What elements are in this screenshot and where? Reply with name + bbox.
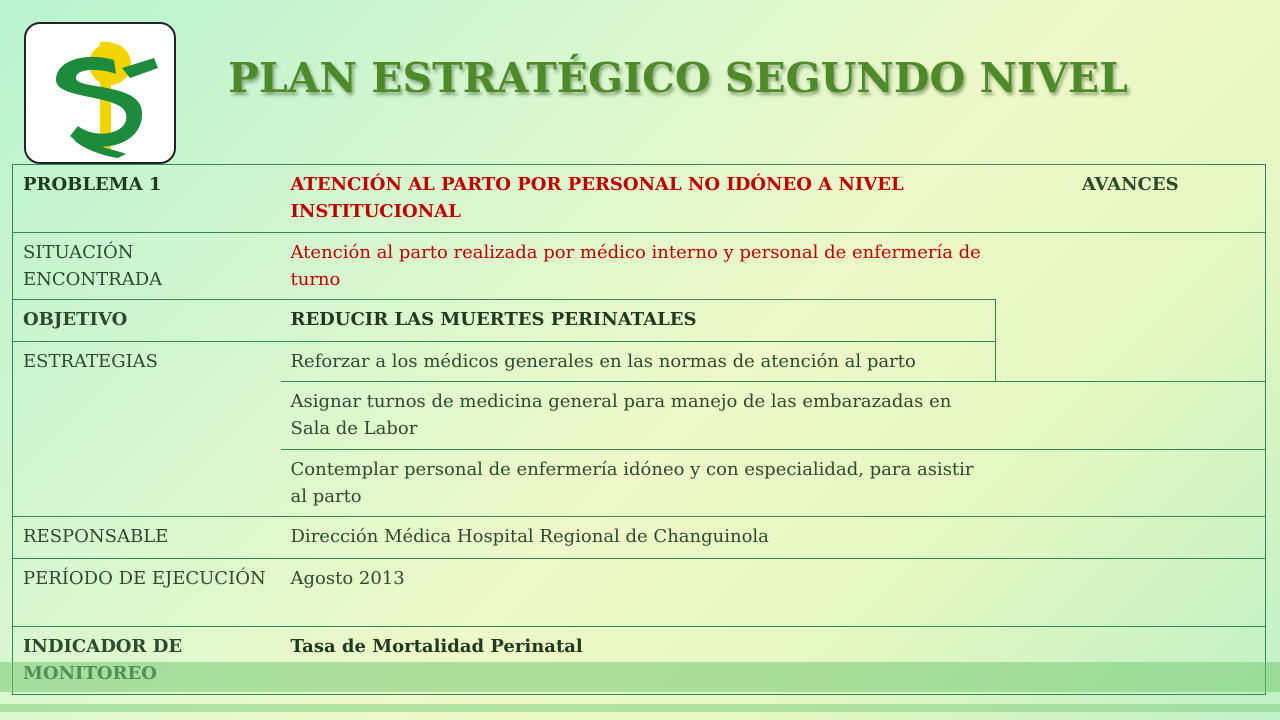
slide-title: PLAN ESTRATÉGICO SEGUNDO NIVEL (228, 54, 1128, 102)
row-value: Tasa de Mortalidad Perinatal (281, 627, 996, 695)
avances-cell (996, 382, 1266, 450)
avances-cell (996, 233, 1266, 382)
problem-title: ATENCIÓN AL PARTO POR PERSONAL NO IDÓNEO A NIVEL INSTITUCIONAL (281, 165, 996, 233)
row-value: Agosto 2013 (281, 559, 996, 627)
strategic-plan-table (12, 164, 1266, 695)
table-row (13, 517, 1266, 559)
row-label: PERÍODO DE EJECUCIÓN (13, 559, 281, 627)
row-value: Reforzar a los médicos generales en las normas de atención al parto (281, 342, 996, 382)
row-value: REDUCIR LAS MUERTES PERINATALES (281, 300, 996, 342)
table-header-row (13, 165, 1266, 233)
logo (24, 22, 176, 164)
footer-stripe (0, 704, 1280, 712)
row-label: OBJETIVO (13, 300, 281, 342)
avances-cell (996, 450, 1266, 517)
table-row (13, 450, 1266, 517)
avances-cell (996, 559, 1266, 627)
row-value: Contemplar personal de enfermería idóneo y con especialidad, para asistir al parto (281, 450, 996, 517)
problem-label: PROBLEMA 1 (13, 165, 281, 233)
row-label (13, 382, 281, 450)
caduceus-snake-logo-icon (26, 24, 174, 162)
row-label (13, 450, 281, 517)
row-label: RESPONSABLE (13, 517, 281, 559)
row-value: Atención al parto realizada por médico interno y personal de enfermería de turno (281, 233, 996, 300)
row-value: Dirección Médica Hospital Regional de Changuinola (281, 517, 996, 559)
footer-band (0, 662, 1280, 692)
row-label: INDICADOR DE (13, 627, 281, 695)
table-row (13, 559, 1266, 627)
avances-header: AVANCES (996, 165, 1266, 233)
row-value: Asignar turnos de medicina general para manejo de las embarazadas en Sala de Labor (281, 382, 996, 450)
table-row (13, 382, 1266, 450)
row-label: ESTRATEGIAS (13, 342, 281, 382)
avances-cell (996, 517, 1266, 559)
row-label: SITUACIÓN ENCONTRADA (13, 233, 281, 300)
table-row (13, 233, 1266, 300)
